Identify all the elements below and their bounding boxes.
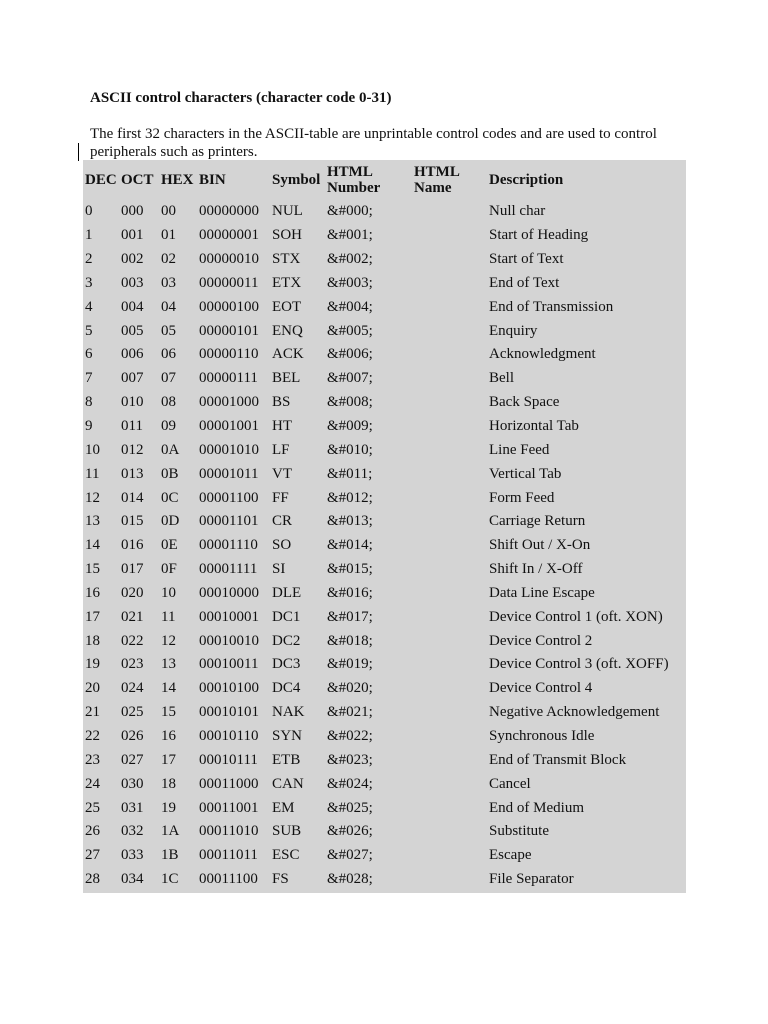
cell-oct: 020 xyxy=(121,584,144,601)
cell-html-number: &#026; xyxy=(327,823,373,840)
table-row xyxy=(83,272,686,296)
cell-html-name xyxy=(414,725,489,749)
cell-hex: 0C xyxy=(161,489,179,506)
cell-description: Escape xyxy=(489,847,532,864)
cell-symbol: FS xyxy=(272,871,289,888)
cell-html-number: &#006; xyxy=(327,346,373,363)
cell-description: Device Control 2 xyxy=(489,632,593,649)
cell-symbol: NUL xyxy=(272,203,303,220)
cell-description: End of Text xyxy=(489,274,560,291)
cell-description: Vertical Tab xyxy=(489,465,562,482)
header-html-number: HTML Number xyxy=(327,164,381,196)
table-row xyxy=(83,820,686,844)
cell-symbol: CAN xyxy=(272,775,304,792)
cell-hex: 0D xyxy=(161,513,180,530)
cell-dec: 0 xyxy=(85,203,93,220)
cell-bin: 00001000 xyxy=(199,394,259,411)
cell-symbol: VT xyxy=(272,465,292,482)
cell-oct: 004 xyxy=(121,298,144,315)
cell-bin: 00001010 xyxy=(199,441,259,458)
cell-symbol: DC3 xyxy=(272,656,301,673)
cell-oct: 022 xyxy=(121,632,144,649)
cell-html-number: &#023; xyxy=(327,751,373,768)
cell-html-number: &#007; xyxy=(327,370,373,387)
cell-hex: 04 xyxy=(161,298,176,315)
cell-hex: 0B xyxy=(161,465,179,482)
table-row xyxy=(83,605,686,629)
cell-oct: 023 xyxy=(121,656,144,673)
table-row xyxy=(83,534,686,558)
cell-html-number: &#011; xyxy=(327,465,373,482)
cell-description: Data Line Escape xyxy=(489,584,595,601)
table-row xyxy=(83,295,686,319)
cell-description: Negative Acknowledgement xyxy=(489,704,660,721)
cell-html-number: &#005; xyxy=(327,322,373,339)
cell-html-number: &#008; xyxy=(327,394,373,411)
cell-hex: 16 xyxy=(161,727,176,744)
table-row xyxy=(83,415,686,439)
cell-dec: 4 xyxy=(85,298,93,315)
cell-bin: 00001100 xyxy=(199,489,259,506)
cell-dec: 18 xyxy=(85,632,100,649)
header-symbol: Symbol xyxy=(272,172,321,188)
ascii-table xyxy=(83,160,686,891)
table-row xyxy=(83,248,686,272)
cell-bin: 00000100 xyxy=(199,298,259,315)
cell-html-name xyxy=(414,701,489,725)
ascii-table-container xyxy=(83,160,686,893)
table-row xyxy=(83,653,686,677)
cell-description: Device Control 1 (oft. XON) xyxy=(489,608,663,625)
header-dec: DEC xyxy=(85,172,117,188)
table-row xyxy=(83,868,686,892)
cell-html-number: &#015; xyxy=(327,561,373,578)
cell-dec: 12 xyxy=(85,489,100,506)
cell-symbol: EOT xyxy=(272,298,302,315)
cell-html-name xyxy=(414,558,489,582)
cell-html-name xyxy=(414,200,489,224)
cell-oct: 027 xyxy=(121,751,144,768)
cell-html-number: &#004; xyxy=(327,298,373,315)
cell-html-name xyxy=(414,224,489,248)
cell-hex: 02 xyxy=(161,251,176,268)
cell-symbol: BEL xyxy=(272,370,301,387)
cell-dec: 24 xyxy=(85,775,100,792)
cell-html-name xyxy=(414,844,489,868)
header-html-name: HTML Name xyxy=(414,164,460,196)
cell-oct: 034 xyxy=(121,871,144,888)
cell-html-number: &#027; xyxy=(327,847,373,864)
cell-symbol: EM xyxy=(272,799,295,816)
cell-bin: 00011010 xyxy=(199,823,259,840)
cell-bin: 00000010 xyxy=(199,251,259,268)
cell-html-name xyxy=(414,343,489,367)
cell-hex: 06 xyxy=(161,346,176,363)
cell-dec: 15 xyxy=(85,561,100,578)
cell-oct: 015 xyxy=(121,513,144,530)
table-row xyxy=(83,343,686,367)
cell-dec: 28 xyxy=(85,871,100,888)
cell-description: Carriage Return xyxy=(489,513,586,530)
table-row xyxy=(83,629,686,653)
cell-html-name xyxy=(414,367,489,391)
header-hex: HEX xyxy=(161,172,194,188)
table-row xyxy=(83,486,686,510)
cell-hex: 12 xyxy=(161,632,176,649)
cell-description: Enquiry xyxy=(489,322,538,339)
cell-oct: 024 xyxy=(121,680,144,697)
cell-html-number: &#012; xyxy=(327,489,373,506)
cell-hex: 0F xyxy=(161,561,177,578)
table-row xyxy=(83,725,686,749)
cell-dec: 21 xyxy=(85,704,100,721)
cell-hex: 08 xyxy=(161,394,176,411)
cell-bin: 00000000 xyxy=(199,203,259,220)
header-oct: OCT xyxy=(121,172,154,188)
cell-html-number: &#017; xyxy=(327,608,373,625)
cell-hex: 05 xyxy=(161,322,176,339)
cell-description: File Separator xyxy=(489,871,574,888)
cell-html-number: &#025; xyxy=(327,799,373,816)
text-cursor xyxy=(78,143,79,161)
cell-html-name xyxy=(414,415,489,439)
cell-oct: 003 xyxy=(121,274,144,291)
cell-dec: 23 xyxy=(85,751,100,768)
cell-hex: 0A xyxy=(161,441,180,458)
cell-hex: 09 xyxy=(161,418,176,435)
page-title: ASCII control characters (character code 0-31) xyxy=(90,90,392,106)
cell-dec: 3 xyxy=(85,274,93,291)
cell-bin: 00000111 xyxy=(199,370,258,387)
cell-description: End of Transmit Block xyxy=(489,751,627,768)
cell-oct: 011 xyxy=(121,418,143,435)
cell-description: Line Feed xyxy=(489,441,550,458)
cell-symbol: DC2 xyxy=(272,632,301,649)
cell-bin: 00010000 xyxy=(199,584,259,601)
cell-description: Cancel xyxy=(489,775,531,792)
cell-hex: 1C xyxy=(161,871,179,888)
cell-bin: 00001001 xyxy=(199,418,259,435)
cell-bin: 00000110 xyxy=(199,346,259,363)
table-row xyxy=(83,367,686,391)
cell-html-name xyxy=(414,438,489,462)
cell-symbol: HT xyxy=(272,418,292,435)
cell-symbol: ETB xyxy=(272,751,301,768)
cell-bin: 00000101 xyxy=(199,322,259,339)
cell-hex: 01 xyxy=(161,227,176,244)
cell-dec: 19 xyxy=(85,656,100,673)
cell-oct: 002 xyxy=(121,251,144,268)
cell-bin: 00011000 xyxy=(199,775,259,792)
cell-html-number: &#022; xyxy=(327,727,373,744)
table-header-row xyxy=(83,160,686,200)
cell-oct: 017 xyxy=(121,561,144,578)
cell-description: Synchronous Idle xyxy=(489,727,595,744)
cell-hex: 1B xyxy=(161,847,179,864)
cell-symbol: ENQ xyxy=(272,322,303,339)
cell-hex: 13 xyxy=(161,656,176,673)
cell-dec: 10 xyxy=(85,441,100,458)
table-row xyxy=(83,462,686,486)
table-row xyxy=(83,319,686,343)
cell-html-name xyxy=(414,510,489,534)
cell-html-number: &#024; xyxy=(327,775,373,792)
table-row xyxy=(83,582,686,606)
cell-oct: 030 xyxy=(121,775,144,792)
cell-dec: 2 xyxy=(85,251,93,268)
table-row xyxy=(83,677,686,701)
cell-oct: 033 xyxy=(121,847,144,864)
cell-oct: 031 xyxy=(121,799,144,816)
cell-symbol: ESC xyxy=(272,847,300,864)
cell-hex: 0E xyxy=(161,537,178,554)
cell-oct: 006 xyxy=(121,346,144,363)
cell-dec: 20 xyxy=(85,680,100,697)
cell-symbol: ACK xyxy=(272,346,304,363)
cell-html-name xyxy=(414,748,489,772)
cell-description: End of Transmission xyxy=(489,298,614,315)
cell-description: Back Space xyxy=(489,394,560,411)
cell-html-number: &#010; xyxy=(327,441,373,458)
table-row xyxy=(83,844,686,868)
cell-hex: 14 xyxy=(161,680,176,697)
table-row xyxy=(83,748,686,772)
cell-description: Horizontal Tab xyxy=(489,418,579,435)
cell-symbol: FF xyxy=(272,489,289,506)
cell-dec: 14 xyxy=(85,537,100,554)
table-row xyxy=(83,558,686,582)
cell-description: Device Control 4 xyxy=(489,680,593,697)
cell-html-name xyxy=(414,629,489,653)
table-body xyxy=(83,200,686,891)
cell-symbol: SYN xyxy=(272,727,303,744)
cell-oct: 001 xyxy=(121,227,144,244)
cell-symbol: DC1 xyxy=(272,608,301,625)
cell-bin: 00010110 xyxy=(199,727,259,744)
cell-symbol: SOH xyxy=(272,227,303,244)
cell-dec: 26 xyxy=(85,823,100,840)
header-description: Description xyxy=(489,172,564,188)
cell-html-name xyxy=(414,486,489,510)
cell-description: Acknowledgment xyxy=(489,346,596,363)
cell-html-name xyxy=(414,677,489,701)
cell-hex: 17 xyxy=(161,751,176,768)
cell-dec: 6 xyxy=(85,346,93,363)
cell-hex: 15 xyxy=(161,704,176,721)
cell-oct: 012 xyxy=(121,441,144,458)
cell-bin: 00010011 xyxy=(199,656,259,673)
cell-html-name xyxy=(414,534,489,558)
cell-html-number: &#000; xyxy=(327,203,373,220)
intro-paragraph: The first 32 characters in the ASCII-table are unprintable control codes and are used to control peripherals such as printers. xyxy=(90,126,657,160)
cell-bin: 00010100 xyxy=(199,680,259,697)
cell-bin: 00000011 xyxy=(199,274,259,291)
cell-oct: 032 xyxy=(121,823,144,840)
cell-bin: 00010001 xyxy=(199,608,259,625)
cell-html-name xyxy=(414,868,489,892)
cell-bin: 00010101 xyxy=(199,704,259,721)
cell-html-name xyxy=(414,295,489,319)
cell-dec: 22 xyxy=(85,727,100,744)
cell-bin: 00001011 xyxy=(199,465,259,482)
cell-html-name xyxy=(414,653,489,677)
cell-description: End of Medium xyxy=(489,799,584,816)
cell-symbol: LF xyxy=(272,441,290,458)
cell-html-number: &#002; xyxy=(327,251,373,268)
cell-html-name xyxy=(414,248,489,272)
cell-html-name xyxy=(414,772,489,796)
cell-description: Shift In / X-Off xyxy=(489,561,583,578)
cell-bin: 00011001 xyxy=(199,799,259,816)
cell-oct: 005 xyxy=(121,322,144,339)
cell-html-name xyxy=(414,605,489,629)
table-row xyxy=(83,224,686,248)
cell-symbol: STX xyxy=(272,251,301,268)
cell-oct: 007 xyxy=(121,370,144,387)
cell-description: Shift Out / X-On xyxy=(489,537,591,554)
cell-bin: 00001111 xyxy=(199,561,258,578)
cell-dec: 1 xyxy=(85,227,93,244)
cell-dec: 27 xyxy=(85,847,100,864)
cell-oct: 021 xyxy=(121,608,144,625)
cell-oct: 016 xyxy=(121,537,144,554)
cell-html-number: &#028; xyxy=(327,871,373,888)
table-row xyxy=(83,772,686,796)
cell-dec: 9 xyxy=(85,418,93,435)
cell-hex: 1A xyxy=(161,823,180,840)
cell-dec: 17 xyxy=(85,608,100,625)
cell-html-name xyxy=(414,820,489,844)
cell-bin: 00001110 xyxy=(199,537,258,554)
cell-html-number: &#020; xyxy=(327,680,373,697)
cell-hex: 07 xyxy=(161,370,176,387)
cell-html-number: &#013; xyxy=(327,513,373,530)
cell-dec: 25 xyxy=(85,799,100,816)
cell-html-name xyxy=(414,796,489,820)
cell-symbol: SI xyxy=(272,561,286,578)
cell-description: Form Feed xyxy=(489,489,555,506)
cell-html-number: &#018; xyxy=(327,632,373,649)
cell-bin: 00000001 xyxy=(199,227,259,244)
cell-dec: 5 xyxy=(85,322,93,339)
cell-bin: 00001101 xyxy=(199,513,259,530)
cell-oct: 014 xyxy=(121,489,144,506)
cell-oct: 010 xyxy=(121,394,144,411)
cell-html-number: &#003; xyxy=(327,274,373,291)
cell-description: Bell xyxy=(489,370,514,387)
cell-html-number: &#001; xyxy=(327,227,373,244)
cell-dec: 13 xyxy=(85,513,100,530)
cell-bin: 00011011 xyxy=(199,847,258,864)
cell-hex: 11 xyxy=(161,608,176,625)
cell-dec: 7 xyxy=(85,370,93,387)
cell-html-name xyxy=(414,462,489,486)
cell-symbol: SO xyxy=(272,537,292,554)
table-row xyxy=(83,701,686,725)
table-row xyxy=(83,200,686,224)
cell-oct: 026 xyxy=(121,727,144,744)
header-bin: BIN xyxy=(199,172,226,188)
cell-symbol: DLE xyxy=(272,584,302,601)
cell-symbol: BS xyxy=(272,394,291,411)
cell-html-number: &#014; xyxy=(327,537,373,554)
cell-description: Device Control 3 (oft. XOFF) xyxy=(489,656,669,673)
cell-html-number: &#009; xyxy=(327,418,373,435)
cell-html-number: &#021; xyxy=(327,704,373,721)
table-row xyxy=(83,438,686,462)
cell-description: Start of Heading xyxy=(489,227,589,244)
cell-bin: 00010010 xyxy=(199,632,259,649)
cell-html-name xyxy=(414,582,489,606)
cell-hex: 03 xyxy=(161,274,176,291)
cell-symbol: DC4 xyxy=(272,680,301,697)
cell-bin: 00011100 xyxy=(199,871,258,888)
cell-oct: 000 xyxy=(121,203,144,220)
cell-description: Start of Text xyxy=(489,251,564,268)
cell-html-number: &#019; xyxy=(327,656,373,673)
cell-description: Substitute xyxy=(489,823,550,840)
table-row xyxy=(83,510,686,534)
table-row xyxy=(83,796,686,820)
cell-description: Null char xyxy=(489,203,546,220)
cell-symbol: SUB xyxy=(272,823,302,840)
cell-html-name xyxy=(414,319,489,343)
cell-hex: 10 xyxy=(161,584,176,601)
table-row xyxy=(83,391,686,415)
cell-html-name xyxy=(414,272,489,296)
cell-dec: 8 xyxy=(85,394,93,411)
cell-hex: 18 xyxy=(161,775,176,792)
cell-bin: 00010111 xyxy=(199,751,258,768)
cell-html-name xyxy=(414,391,489,415)
cell-oct: 025 xyxy=(121,704,144,721)
cell-html-number: &#016; xyxy=(327,584,373,601)
cell-symbol: CR xyxy=(272,513,293,530)
cell-symbol: ETX xyxy=(272,274,302,291)
cell-hex: 19 xyxy=(161,799,176,816)
cell-hex: 00 xyxy=(161,203,176,220)
cell-oct: 013 xyxy=(121,465,144,482)
cell-symbol: NAK xyxy=(272,704,305,721)
cell-dec: 11 xyxy=(85,465,100,482)
cell-dec: 16 xyxy=(85,584,100,601)
